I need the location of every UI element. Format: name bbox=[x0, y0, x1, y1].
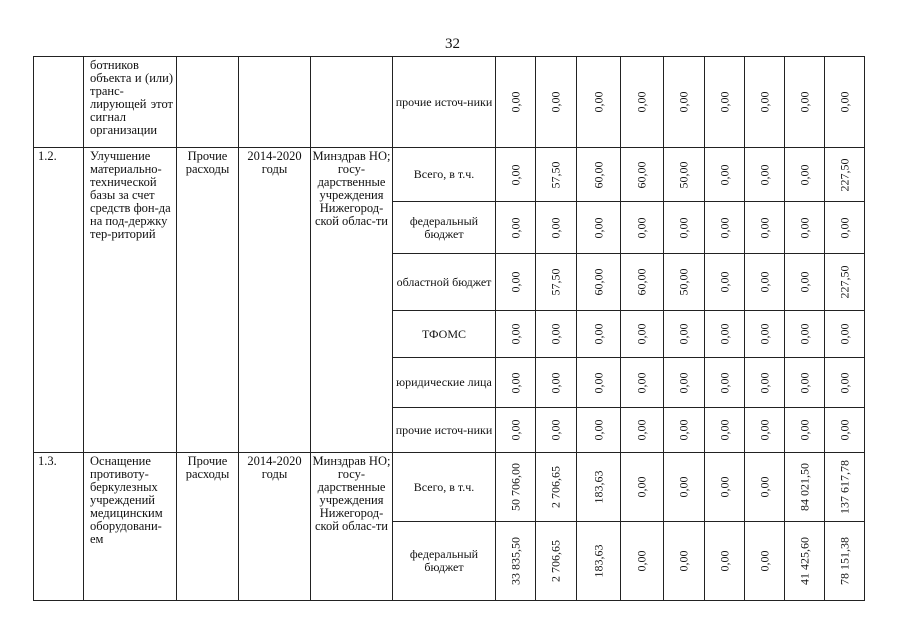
value-text: 0,00 bbox=[591, 91, 605, 113]
funding-source: юридические лица bbox=[393, 358, 496, 408]
value-text: 0,00 bbox=[717, 91, 731, 113]
value-text: 60,00 bbox=[634, 161, 649, 188]
value-cell bbox=[745, 148, 785, 202]
funding-source: Всего, в т.ч. bbox=[393, 148, 496, 202]
value-cell bbox=[621, 311, 664, 358]
value-cell bbox=[621, 522, 664, 601]
value-text: 0,00 bbox=[757, 372, 771, 393]
value-cell bbox=[496, 311, 536, 358]
value-text: 0,00 bbox=[757, 419, 771, 441]
value-text: 0,00 bbox=[548, 217, 563, 238]
value-cell bbox=[664, 358, 705, 408]
period: 2014-2020 годы bbox=[239, 453, 311, 601]
value-text: 57,50 bbox=[548, 268, 563, 296]
value-cell bbox=[745, 408, 785, 453]
value-text: 0,00 bbox=[676, 476, 691, 498]
value-cell bbox=[705, 358, 745, 408]
value-text: 0,00 bbox=[797, 372, 811, 393]
value-text: 0,00 bbox=[717, 372, 731, 393]
value-text: 0,00 bbox=[591, 323, 605, 345]
value-cell bbox=[825, 311, 865, 358]
value-cell bbox=[745, 254, 785, 311]
value-cell bbox=[705, 57, 745, 148]
funding-source: прочие источ-ники bbox=[393, 57, 496, 148]
value-cell bbox=[664, 254, 705, 311]
value-text: 0,00 bbox=[634, 217, 649, 238]
value-text: 0,00 bbox=[757, 323, 771, 345]
funding-source: ТФОМС bbox=[393, 311, 496, 358]
value-cell bbox=[496, 358, 536, 408]
value-cell bbox=[785, 57, 825, 148]
value-text: 0,00 bbox=[508, 271, 522, 293]
item-number bbox=[34, 57, 84, 148]
item-name: Оснащение противоту-беркулезных учреждений медицинским оборудовани-ем bbox=[84, 453, 177, 601]
value-text: 0,00 bbox=[717, 419, 731, 441]
item-name: Улучшение материально-технической базы за счет средств фон-да на под-держку тер-риторий bbox=[84, 148, 177, 453]
value-cell bbox=[621, 148, 664, 202]
value-text: 0,00 bbox=[591, 372, 605, 393]
value-cell bbox=[825, 453, 865, 522]
value-cell bbox=[785, 453, 825, 522]
item-number: 1.3. bbox=[34, 453, 84, 601]
executor bbox=[311, 57, 393, 148]
expense-type: Прочие расходы bbox=[177, 453, 239, 601]
value-cell bbox=[577, 254, 621, 311]
value-text: 60,00 bbox=[591, 268, 605, 296]
value-text: 0,00 bbox=[757, 164, 771, 185]
period: 2014-2020 годы bbox=[239, 148, 311, 453]
value-text: 50,00 bbox=[676, 268, 691, 296]
funding-source: федеральный бюджет bbox=[393, 522, 496, 601]
value-text: 0,00 bbox=[717, 476, 731, 498]
value-cell bbox=[785, 254, 825, 311]
value-text: 0,00 bbox=[837, 372, 851, 393]
value-text: 0,00 bbox=[757, 550, 771, 572]
value-cell bbox=[577, 148, 621, 202]
executor: Минздрав НО; госу-дарственные учреждения Нижегород-ской облас-ти bbox=[311, 453, 393, 601]
value-text: 0,00 bbox=[676, 419, 691, 441]
value-cell bbox=[785, 202, 825, 254]
value-text: 0,00 bbox=[797, 419, 811, 441]
value-text: 33 835,50 bbox=[508, 537, 522, 585]
value-text: 0,00 bbox=[634, 419, 649, 441]
value-cell bbox=[664, 202, 705, 254]
value-cell bbox=[536, 202, 577, 254]
value-cell bbox=[621, 202, 664, 254]
value-text: 0,00 bbox=[548, 419, 563, 441]
value-text: 0,00 bbox=[717, 217, 731, 238]
value-text: 50 706,00 bbox=[508, 463, 522, 511]
value-cell bbox=[621, 408, 664, 453]
value-cell bbox=[785, 311, 825, 358]
item-number: 1.2. bbox=[34, 148, 84, 453]
value-cell bbox=[621, 254, 664, 311]
value-cell bbox=[496, 254, 536, 311]
value-cell bbox=[785, 358, 825, 408]
value-cell bbox=[825, 148, 865, 202]
value-cell bbox=[621, 57, 664, 148]
period bbox=[239, 57, 311, 148]
value-text: 0,00 bbox=[676, 91, 691, 113]
table-row bbox=[34, 453, 865, 522]
value-cell bbox=[664, 148, 705, 202]
value-cell bbox=[705, 148, 745, 202]
value-cell bbox=[664, 453, 705, 522]
value-text: 0,00 bbox=[837, 419, 851, 441]
value-cell bbox=[745, 453, 785, 522]
value-text: 2 706,65 bbox=[548, 466, 563, 508]
value-text: 0,00 bbox=[676, 550, 691, 572]
value-text: 0,00 bbox=[634, 323, 649, 345]
value-text: 0,00 bbox=[591, 419, 605, 441]
value-cell bbox=[577, 358, 621, 408]
value-text: 0,00 bbox=[634, 91, 649, 113]
funding-source: Всего, в т.ч. bbox=[393, 453, 496, 522]
value-cell bbox=[745, 202, 785, 254]
value-cell bbox=[496, 202, 536, 254]
value-cell bbox=[536, 358, 577, 408]
value-cell bbox=[577, 202, 621, 254]
value-cell bbox=[496, 453, 536, 522]
value-cell bbox=[825, 254, 865, 311]
value-cell bbox=[745, 57, 785, 148]
value-cell bbox=[825, 202, 865, 254]
value-text: 0,00 bbox=[508, 372, 522, 393]
value-text: 0,00 bbox=[797, 323, 811, 345]
value-text: 0,00 bbox=[757, 476, 771, 498]
funding-source: прочие источ-ники bbox=[393, 408, 496, 453]
value-text: 0,00 bbox=[717, 550, 731, 572]
value-cell bbox=[705, 254, 745, 311]
value-cell bbox=[621, 358, 664, 408]
value-text: 0,00 bbox=[837, 323, 851, 345]
value-text: 0,00 bbox=[508, 164, 522, 185]
value-text: 0,00 bbox=[676, 372, 691, 393]
value-cell bbox=[705, 311, 745, 358]
value-cell bbox=[825, 522, 865, 601]
value-text: 78 151,38 bbox=[837, 537, 851, 585]
value-text: 0,00 bbox=[634, 372, 649, 393]
value-text: 0,00 bbox=[634, 550, 649, 572]
page-number: 32 bbox=[445, 36, 460, 52]
value-text: 0,00 bbox=[837, 217, 851, 238]
value-cell bbox=[745, 358, 785, 408]
value-text: 0,00 bbox=[757, 271, 771, 293]
table-row bbox=[34, 57, 865, 148]
value-text: 0,00 bbox=[717, 323, 731, 345]
value-cell bbox=[536, 148, 577, 202]
value-text: 227,50 bbox=[837, 158, 851, 191]
value-text: 183,63 bbox=[591, 470, 605, 504]
value-text: 60,00 bbox=[591, 161, 605, 188]
value-cell bbox=[536, 453, 577, 522]
expense-type: Прочие расходы bbox=[177, 148, 239, 453]
value-text: 0,00 bbox=[757, 91, 771, 113]
item-name: ботников объекта и (или) транс-лирующей этот сигнал организации bbox=[84, 57, 177, 148]
value-text: 0,00 bbox=[508, 217, 522, 238]
value-cell bbox=[536, 408, 577, 453]
value-cell bbox=[577, 408, 621, 453]
value-cell bbox=[664, 311, 705, 358]
value-text: 41 425,60 bbox=[797, 537, 811, 585]
value-cell bbox=[536, 57, 577, 148]
value-text: 0,00 bbox=[717, 164, 731, 185]
value-cell bbox=[785, 408, 825, 453]
value-cell bbox=[705, 408, 745, 453]
value-text: 0,00 bbox=[548, 372, 563, 393]
value-text: 0,00 bbox=[634, 476, 649, 498]
value-text: 0,00 bbox=[548, 91, 563, 113]
value-text: 0,00 bbox=[508, 419, 522, 441]
value-cell bbox=[664, 522, 705, 601]
value-cell bbox=[825, 408, 865, 453]
value-text: 0,00 bbox=[717, 271, 731, 293]
value-text: 84 021,50 bbox=[797, 463, 811, 511]
value-text: 0,00 bbox=[837, 91, 851, 113]
value-text: 0,00 bbox=[508, 91, 522, 113]
value-text: 57,50 bbox=[548, 161, 563, 188]
value-text: 0,00 bbox=[508, 323, 522, 345]
value-text: 50,00 bbox=[676, 161, 691, 188]
value-cell bbox=[705, 522, 745, 601]
value-cell bbox=[536, 522, 577, 601]
value-cell bbox=[577, 311, 621, 358]
value-cell bbox=[705, 202, 745, 254]
value-cell bbox=[745, 522, 785, 601]
executor: Минздрав НО; госу-дарственные учреждения Нижегород-ской облас-ти bbox=[311, 148, 393, 453]
value-text: 0,00 bbox=[548, 323, 563, 345]
value-text: 0,00 bbox=[797, 217, 811, 238]
value-text: 2 706,65 bbox=[548, 540, 563, 582]
value-cell bbox=[496, 57, 536, 148]
value-cell bbox=[496, 408, 536, 453]
expense-type bbox=[177, 57, 239, 148]
value-cell bbox=[664, 408, 705, 453]
value-text: 0,00 bbox=[676, 323, 691, 345]
value-text: 60,00 bbox=[634, 268, 649, 296]
value-cell bbox=[577, 453, 621, 522]
value-cell bbox=[705, 453, 745, 522]
table-row bbox=[34, 148, 865, 202]
value-cell bbox=[536, 254, 577, 311]
value-cell bbox=[825, 57, 865, 148]
value-cell bbox=[664, 57, 705, 148]
value-text: 0,00 bbox=[797, 91, 811, 113]
value-text: 0,00 bbox=[797, 271, 811, 293]
value-cell bbox=[577, 522, 621, 601]
value-cell bbox=[536, 311, 577, 358]
value-text: 137 617,78 bbox=[837, 460, 851, 514]
value-cell bbox=[745, 311, 785, 358]
budget-table bbox=[33, 56, 865, 601]
value-text: 227,50 bbox=[837, 265, 851, 299]
value-cell bbox=[825, 358, 865, 408]
value-text: 0,00 bbox=[797, 164, 811, 185]
value-text: 183,63 bbox=[591, 544, 605, 578]
value-cell bbox=[496, 522, 536, 601]
value-cell bbox=[496, 148, 536, 202]
value-cell bbox=[621, 453, 664, 522]
funding-source: областной бюджет bbox=[393, 254, 496, 311]
value-text: 0,00 bbox=[591, 217, 605, 238]
value-text: 0,00 bbox=[757, 217, 771, 238]
table-body bbox=[34, 57, 865, 601]
funding-source: федеральный бюджет bbox=[393, 202, 496, 254]
value-cell bbox=[577, 57, 621, 148]
value-text: 0,00 bbox=[676, 217, 691, 238]
value-cell bbox=[785, 148, 825, 202]
value-cell bbox=[785, 522, 825, 601]
